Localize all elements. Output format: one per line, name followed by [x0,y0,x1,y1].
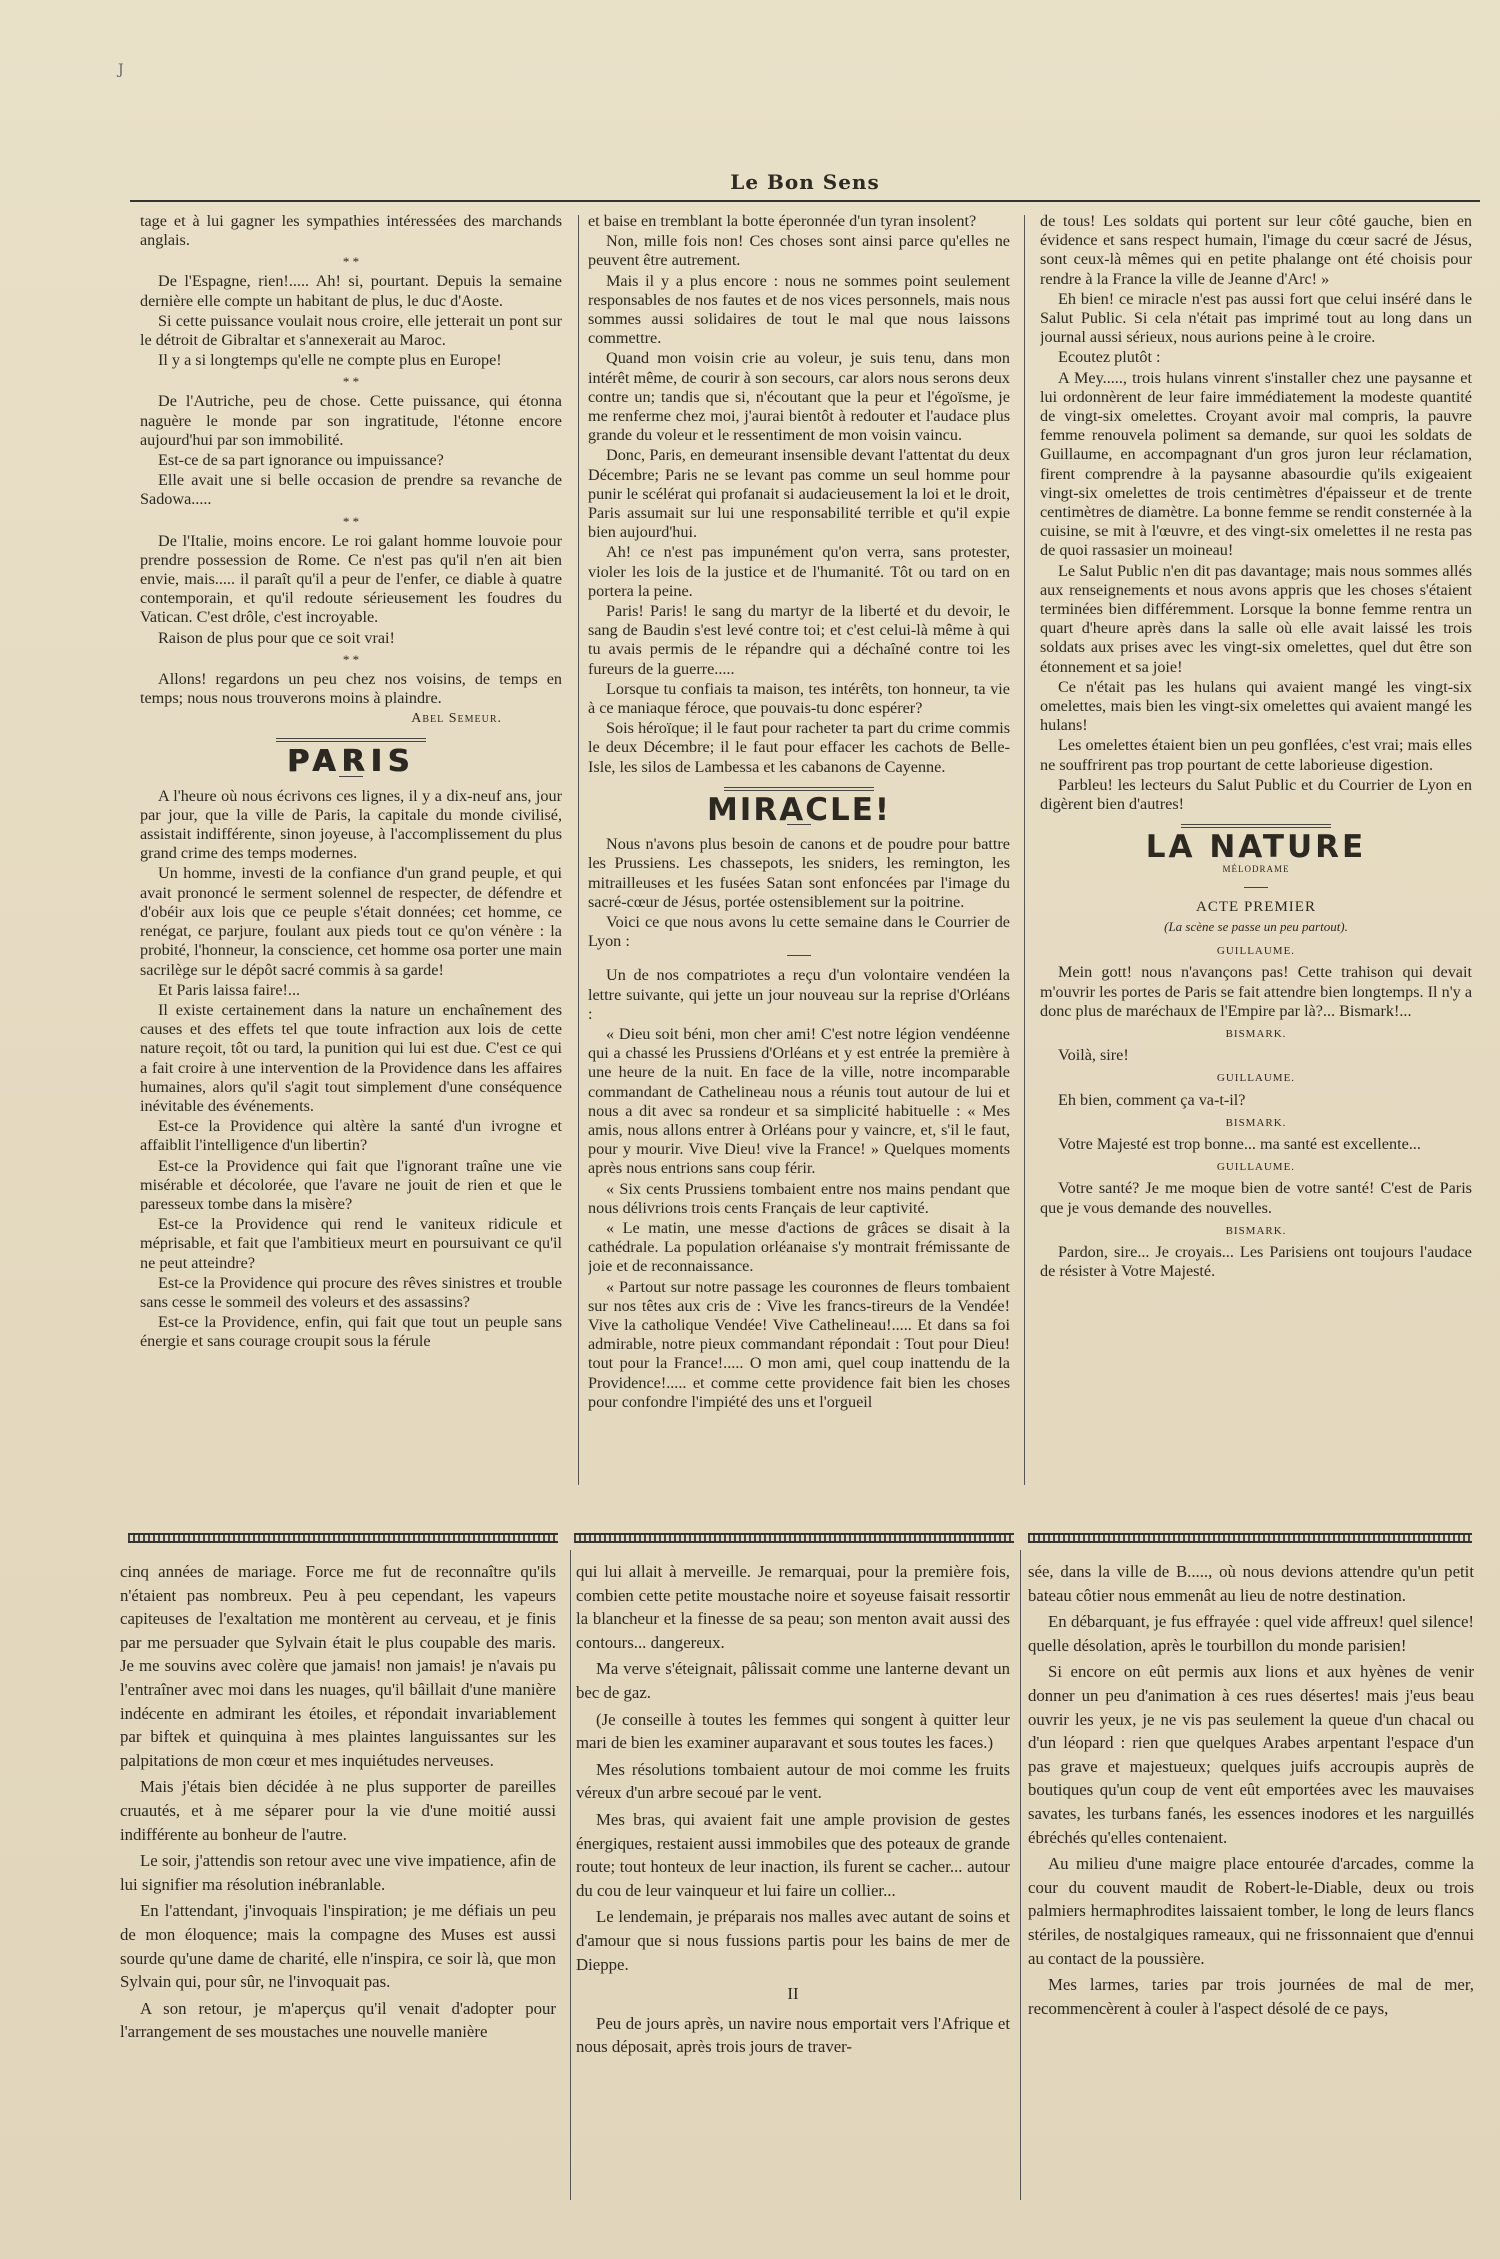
speaker-name: GUILLAUME. [1216,945,1296,958]
paragraph: En débarquant, je fus effrayée : quel vide affreux! quel silence! quelle désolation, après le tourbillon du monde parisien! [1028,1612,1474,1655]
masthead-rule [130,200,1480,202]
paragraph: Est-ce de sa part ignorance ou impuissance? [158,451,444,470]
section-heading-nature: LA NATURE [1145,829,1367,866]
paragraph: « Six cents Prussiens tombaient entre nos mains pendant que nous délivrions trois cents Français de leur captivité. [588,1179,1010,1217]
heading-dash [1244,887,1268,888]
section-heading-miracle: MIRACLE! [706,791,892,828]
asterism: * * [342,374,360,390]
paragraph: Est-ce la Providence qui procure des rêves sinistres et trouble sans cesse le sommeil des voleurs et des assassins? [140,1273,562,1311]
paragraph: En l'attendant, j'invoquais l'inspiration; je me défiais un peu de mon éloquence; mais la compagne des Muses est aussi sourde qu'une dame de charité, elle n'inspira, ce soir là, que mon Sylvain qui, pour sûr, ne l'invoquait pas. [120,1901,556,1992]
paragraph: Est-ce la Providence, enfin, qui fait que tout un peuple sans énergie et sans courage croupit sous la férule [140,1313,562,1351]
paragraph: Mes larmes, taries par trois journées de mal de mer, recommencèrent à couler à l'aspect désolé de ce pays, [1028,1975,1474,2018]
masthead-title: Le Bon Sens [730,170,880,194]
asterism: * * [342,254,360,270]
asterism: * * [342,651,360,667]
paragraph: A son retour, je m'aperçus qu'il venait d'adopter pour l'arrangement de ses moustaches une nouvelle manière [120,1998,556,2042]
paragraph: Il existe certainement dans la nature un enchaînement des causes et des effets tel que toute infraction aux lois de cette nature reçoit, tôt ou tard, la punition qui lui est due. C'est ce qui a fait croire à une intervention de la Providence dans les affaires humaines, alors qu'il s'agit tout simplement d'une conséquence inévitable des événements. [140,1000,562,1115]
paragraph: Mais il y a plus encore : nous ne sommes point seulement responsables de nos fautes et de nos vices personnels, mais nous sommes aussi solidaires de tout le mal que nous laissons commettre. [588,271,1010,348]
paragraph: Ah! ce n'est pas impunément qu'on verra, sans protester, violer les lois de la justice et de l'humanité. Tôt ou tard on en portera la peine. [588,543,1010,600]
paragraph: sée, dans la ville de B....., où nous devions attendre qu'un petit bateau côtier nous emmenât au lieu de notre destination. [1028,1562,1474,1605]
paragraph: Au milieu d'une maigre place entourée d'arcades, comme la cour du couvent maudit de Robert-le-Diable, deux ou trois palmiers hermaphrodites laissaient tomber, le long de leurs flancs stériles, de nostalgiques rameaux, qui ne frissonnaient que d'ennui au contact de la poussière. [1028,1854,1474,1968]
paragraph: De l'Espagne, rien!..... Ah! si, pourtant. Depuis la semaine dernière elle compte un habitant de plus, le duc d'Aoste. [140,272,562,310]
paragraph: qui lui allait à merveille. Je remarquai, pour la première fois, combien cette petite moustache noire et soyeuse faisait ressortir la blancheur et la finesse de sa peau; son menton avait aussi des contours... dangereux. [576,1562,1010,1652]
dialogue-line: Voilà, sire! [1058,1046,1129,1065]
column-3 [1040,212,1472,1487]
paragraph: Allons! regardons un peu chez nos voisins, de temps en temps; nous nous trouverons moins à plaindre. [140,669,562,708]
column-rule [578,215,579,1485]
paragraph: Sois héroïque; il le faut pour racheter ta part du crime commis le deux Décembre; il le faut pour effacer les cachots de Belle-Isle, les silos de Lambessa et les cabanons de Cayenne. [588,719,1010,776]
chapter-number: II [787,1984,799,2004]
paragraph: Nous n'avons plus besoin de canons et de poudre pour battre les Prussiens. Les chassepots, les sniders, les remington, les mitrailleuses et les fusées Satan sont enfoncées par l'image du sacré-cœur de Jésus, portée ostensiblement sur la poitrine. [588,835,1010,911]
paragraph: Ce n'était pas les hulans qui avaient mangé les vingt-six omelettes, mais bien les vingt-six omelettes qui avaient mangé les hulans! [1040,677,1472,735]
column-rule [1020,1550,1021,2200]
feuilleton-separator [128,1533,558,1543]
paragraph: Un homme, investi de la confiance d'un grand peuple, et qui avait prononcé le serment solennel de respecter, de défendre et d'obéir aux lois que ce peuple s'était données; cet homme, ce renégat, ce parjure, foulant aux pieds tout ce qu'on vénère : la probité, l'honneur, la conscience, cet homme osa porter une main sacrilège sur le dépôt sacré commis à sa garde! [140,864,562,979]
paragraph: Le soir, j'attendis son retour avec une vive impatience, afin de lui signifier ma résolution inébranlable. [120,1851,556,1894]
feuilleton-column-1 [120,1560,556,2200]
column-1 [140,212,562,1487]
paragraph: Le Salut Public n'en dit pas davantage; mais nous sommes allés aux renseignements et nous avons appris que les choses s'étaient terminées bien différemment. Lorsque la bonne femme rentra un quart d'heure après dans la salle où elle avait laissé les trois soldats aux prises avec les vingt-six omelettes, quel dut être son étonnement et sa joie! [1040,561,1472,676]
speaker-name: BISMARK. [1225,1224,1287,1237]
paragraph: « Dieu soit béni, mon cher ami! C'est notre légion vendéenne qui a chassé les Prussiens d'Orléans et y est entrée la première à une heure de la nuit. En face de la ville, notre incomparable commandant de Cathelineau nous a réunis tout autour de lui et nous a dit avec sa rondeur et sa simplicité habituelle : « Mes amis, nous allons entrer à Orléans pour y vaincre, et, s'il le faut, pour y mourir. Vive Dieu! vive la France! » Quelques moments après nous entrions sans coup férir. [588,1024,1010,1178]
column-rule [1024,215,1025,1485]
paragraph: Elle avait une si belle occasion de prendre sa revanche de Sadowa..... [140,471,562,509]
paragraph: Un de nos compatriotes a reçu d'un volontaire vendéen la lettre suivante, qui jette un jour nouveau sur la reprise d'Orléans : [588,966,1010,1023]
paragraph: Donc, Paris, en demeurant insensible devant l'attentat du deux Décembre; Paris ne se levant pas comme un seul homme pour punir le scélérat qui profanait si audacieusement la loi et le droit, Paris assumait sur lui une responsabilité terrible et qu'il expie bien aujourd'hui. [588,446,1010,542]
paragraph: tage et à lui gagner les sympathies intéressées des marchands anglais. [140,212,562,250]
section-heading-paris: PARIS [286,744,416,780]
paragraph: A l'heure où nous écrivons ces lignes, il y a dix-neuf ans, jour par jour, que la ville de Paris, la capitale du monde civilisé, assistait indifférente, sinon joyeuse, à l'accomplissement du plus grand crime des temps modernes. [140,786,562,863]
paragraph: Si cette puissance voulait nous croire, elle jetterait un pont sur le détroit de Gibraltar et s'annexerait au Maroc. [140,311,562,350]
paragraph: A Mey....., trois hulans vinrent s'installer chez une paysanne et lui ordonnèrent de leur faire immédiatement la modeste quantité de vingt-six omelettes. Croyant avoir mal compris, la pauvre femme renouvela poliment sa demande, sur quoi les soldats de Guillaume, en accompagnant d'un gros juron leur réclamation, firent comprendre à la paysanne abasourdie qu'ils exigeaient vingt-six omelettes de trois centimètres d'épaisseur et de trente centimètres de diamètre. La bonne femme se rendit consternée à la cuisine, se mit à l'œuvre, et des vingt-six omelettes il ne resta pas de quoi rassasier un moineau! [1040,368,1472,560]
quote-dash [787,955,811,956]
dialogue-line: Eh bien, comment ça va-t-il? [1058,1090,1246,1109]
paragraph: Parbleu! les lecteurs du Salut Public et du Courrier de Lyon en digèrent bien d'autres! [1040,775,1472,814]
column-rule [570,1550,571,2200]
paragraph: « Partout sur notre passage les couronnes de fleurs tombaient sur nos têtes aux cris de : Vive les francs-tireurs de la Vendée! Vive la catholique Vendée! Vive Cathelineau!..... Et dans sa foi admirable, notre pieux commandant répondait : Tout pour Dieu! tout pour la France!..... O mon ami, quel coup inattendu de la Providence!..... et comme cette providence fait bien les choses pour confondre l'impiété des uns et l'orgueil [588,1277,1010,1411]
ornament-rule [276,738,426,742]
paragraph: cinq années de mariage. Force me fut de reconnaître qu'ils n'étaient pas nombreux. Peu à peu cependant, les vapeurs capiteuses de l'exaltation me montèrent au cerveau, et je finis par me persuader que Sylvain était le plus coupable des maris. Je me souvins avec colère que jamais! non jamais! je n'avais pu l'entraîner avec moi dans les nuages, qu'il bâillait d'une manière indécente en admirant les étoiles, et répondait invariablement par biftek et quinquina à mes plaintes languissantes sur les palpitations de mon cœur et mes inquiétudes nerveuses. [120,1562,556,1770]
speaker-name: BISMARK. [1225,1027,1287,1040]
paragraph: Mais j'étais bien décidée à ne plus supporter de pareilles cruautés, et à me séparer pour la vie d'une moitié aussi indifférente au bonheur de l'autre. [120,1777,556,1844]
paragraph: Mes bras, qui avaient fait une ample provision de gestes énergiques, restaient aussi immobiles que des poteaux de grande route; tout honteux de leur inaction, ils furent se cacher... autour du cou de leur vainqueur et lui faire un collier... [576,1809,1010,1900]
paragraph: Les omelettes étaient bien un peu gonflées, c'est vrai; mais elles ne souffrirent pas trop pourtant de cette laborieuse digestion. [1040,736,1472,774]
paragraph: Le lendemain, je préparais nos malles avec autant de soins et d'amour que si nous fussions partis pour les bains de mer de Dieppe. [576,1907,1010,1974]
paragraph: « Le matin, une messe d'actions de grâces se disait à la cathédrale. La population orléanaise s'y montrait frémissante de joie et de reconnaissance. [588,1218,1010,1276]
paragraph: Si encore on eût permis aux lions et aux hyènes de venir donner un peu d'animation à ces rues désertes! mais j'eus beau ouvrir les yeux, je ne vis pas seulement la queue d'un chacal ou d'un léopard : rien que quelques Arabes arpentant l'espace d'un pas grave et majestueux; quelques juifs accroupis auprès de boutiques qu'un coup de vent eût emportées avec les mauvaises savates, les turbans fanés, les essences inodores et les narguillés ébréchés qu'elles contenaient. [1028,1662,1474,1847]
stage-direction: (La scène se passe un peu partout). [1164,918,1348,934]
paragraph: Et Paris laissa faire!... [158,980,301,999]
ornament-rule [724,787,874,791]
paragraph: de tous! Les soldats qui portent sur leur côté gauche, bien en évidence et sans respect humain, l'image du cœur sacré de Jésus, sont ceux-là mêmes qui en petite phalange ont été choisis pour rendre à la France la ville de Jeanne d'Arc! » [1040,212,1472,288]
feuilleton-column-2 [576,1560,1010,2200]
column-2 [588,212,1010,1487]
paragraph: Il y a si longtemps qu'elle ne compte plus en Europe! [158,351,502,370]
speaker-name: GUILLAUME. [1216,1161,1296,1174]
paragraph: Peu de jours après, un navire nous emportait vers l'Afrique et nous déposait, après trois jours de traver- [576,2013,1010,2057]
paragraph: Quand mon voisin crie au voleur, je suis tenu, dans mon intérêt même, de courir à son secours, car alors nous serons deux contre un; tandis que si, n'écoutant que la peur et l'égoïsme, je me renferme chez moi, j'aurai bientôt à redouter et l'audace plus grande du voleur et le ressentiment de mon voisin vaincu. [588,349,1010,445]
paragraph: (Je conseille à toutes les femmes qui songent à quitter leur mari de bien les examiner auparavant et sous toutes les faces.) [576,1709,1010,1753]
paragraph: Voici ce que nous avons lu cette semaine dans le Courrier de Lyon : [588,912,1010,951]
paragraph: Raison de plus pour que ce soit vrai! [158,628,395,647]
dialogue-line: Votre Majesté est trop bonne... ma santé est excellente... [1058,1134,1421,1153]
paragraph: Eh bien! ce miracle n'est pas aussi fort que celui inséré dans le Salut Public. Si cela n'était pas imprimé tout au long dans un journal aussi sérieux, nous aurions peine à le croire. [1040,289,1472,347]
ornament-rule [1181,824,1331,828]
dialogue-line: Pardon, sire... Je croyais... Les Parisiens ont toujours l'audace de résister à Votre Majesté. [1040,1242,1472,1281]
speaker-name: BISMARK. [1225,1116,1287,1129]
paragraph: Est-ce la Providence qui fait que l'ignorant traîne une vie misérable et décolorée, que l'avare ne jouit de rien et que le paresseux tombe dans la misère? [140,1156,562,1213]
paragraph: Lorsque tu confiais ta maison, tes intérêts, ton honneur, ta vie à ce maniaque féroce, que pouvais-tu donc espérer? [588,679,1010,718]
paragraph: Ma verve s'éteignait, pâlissait comme une lanterne devant un bec de gaz. [576,1659,1010,1702]
page-folio: J [118,62,124,78]
feuilleton-separator [1028,1533,1472,1543]
dialogue-line: Mein gott! nous n'avançons pas! Cette trahison qui devait m'ouvrir les portes de Paris se fait attendre bien longtemps. Il n'y a donc plus de maréchaux de l'Empire par là?... Bismark!... [1040,963,1472,1020]
dialogue-line: Votre santé? Je me moque bien de votre santé! C'est de Paris que je vous demande des nouvelles. [1040,1179,1472,1217]
paragraph: Mes résolutions tombaient autour de moi comme les fruits véreux d'un arbre secoué par le vent. [576,1759,1010,1803]
paragraph: Est-ce la Providence qui altère la santé d'un ivrogne et affaiblit l'intelligence d'un libertin? [140,1117,562,1155]
feuilleton-column-3 [1028,1560,1474,2200]
act-title: ACTE PREMIER [1196,898,1316,915]
paragraph: et baise en tremblant la botte éperonnée d'un tyran insolent? [588,212,977,230]
section-subheading: MÉLODRAME [1222,863,1290,874]
paragraph: De l'Autriche, peu de chose. Cette puissance, qui étonna naguère le monde par son ingratitude, l'étonne encore aujourd'hui par son immobilité. [140,392,562,449]
paragraph: Non, mille fois non! Ces choses sont ainsi parce qu'elles ne peuvent être autrement. [588,232,1010,270]
feuilleton-separator [574,1533,1014,1543]
paragraph: Ecoutez plutôt : [1058,348,1161,367]
asterism: * * [342,513,360,529]
paragraph: Est-ce la Providence qui rend le vaniteux ridicule et méprisable, et fait que l'ambitieux meurt en poursuivant ce qu'il ne peut atteindre? [140,1215,562,1272]
author-signature: Abel Semeur. [411,711,502,727]
speaker-name: GUILLAUME. [1216,1072,1296,1085]
paragraph: De l'Italie, moins encore. Le roi galant homme louvoie pour prendre possession de Rome. Ce n'est pas qu'il n'en ait bien envie, mais..... il paraît qu'il a peur de l'enfer, ce diable à quatre contemporain, et qu'il redoute sérieusement les foudres du Vatican. C'est drôle, c'est incroyable. [140,531,562,627]
paragraph: Paris! Paris! le sang du martyr de la liberté et du devoir, le sang de Baudin s'est levé contre toi; et c'est celui-là même à qui tu avais permis de le répandre qui a déchaîné contre toi les fureurs de la guerre..... [588,602,1010,678]
